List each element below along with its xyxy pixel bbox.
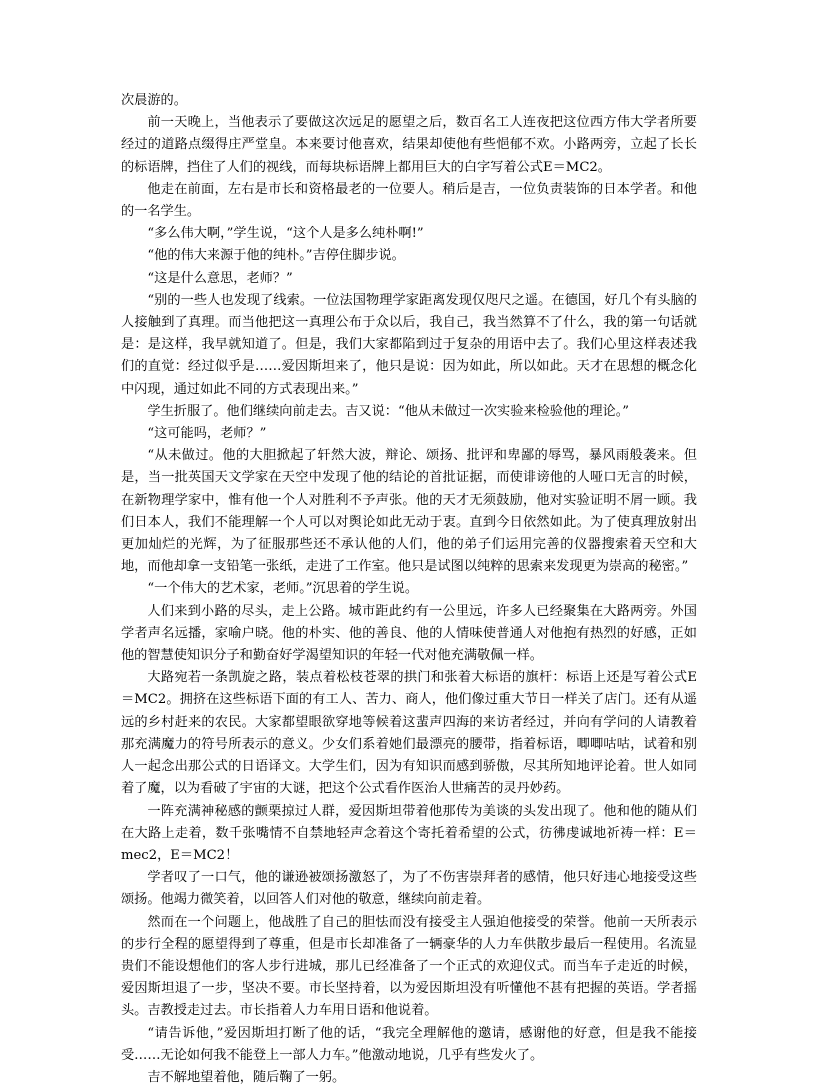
paragraph-17: “请告诉他，”爱因斯坦打断了他的话，“我完全理解他的邀请，感谢他的好意，但是我不能接受……无论如何我不能登上一部人力车。”他激动地说，几乎有些发火了。 <box>121 1025 697 1063</box>
paragraph-8: 学生折服了。他们继续向前走去。吉又说：“他从未做过一次实验来检验他的理论。” <box>147 403 630 419</box>
paragraph-13: 大路宛若一条凯旋之路，装点着松枝苍翠的拱门和张着大标语的旗杆：标语上还是写着公式E＝MC2。拥挤在这些标语下面的有工人、苦力、商人，他们像过重大节日一样关了店门。还有从遥远的乡村赶来的农民。大家都望眼欲穿地等候着这蜚声四海的来访者经过，并向有学问的人请教着那充满魔力的符号所表示的意义。少女们系着她们最漂亮的腰带，指着标语，唧唧咕咕，试着和别人一起念出那公式的日语译文。大学生们，因为有知识而感到骄傲，尽其所知地评论着。世人如同着了魔，以为看破了宇宙的大谜，把这个公式看作医治人世痛苦的灵丹妙药。 <box>121 670 697 797</box>
paragraph-2: 前一天晚上，当他表示了要做这次远足的愿望之后，数百名工人连夜把这位西方伟大学者所要经过的道路点缀得庄严堂皇。本来要讨他喜欢，结果却使他有些悒郁不欢。小路两旁，立起了长长的标语牌，挡住了人们的视线，而每块标语牌上都用巨大的白字写着公式E＝MC2。 <box>121 115 697 175</box>
paragraph-7: “别的一些人也发现了线索。一位法国物理学家距离发现仅咫尺之遥。在德国，好几个有头脑的人接触到了真理。而当他把这一真理公布于众以后，我自己，我当然算不了什么，我的第一句话就是：是这样，我早就知道了。但是，我们大家都陷到过于复杂的用语中去了。我们心里这样表述我们的直觉：经过似乎是……爱因斯坦来了，他只是说：因为如此，所以如此。天才在思想的概念化中闪现，通过如此不同的方式表现出来。” <box>121 292 697 397</box>
paragraph-9: “这可能吗，老师？” <box>147 426 267 442</box>
paragraph-6: “这是什么意思，老师？” <box>147 270 293 286</box>
paragraph-16: 然而在一个问题上，他战胜了自己的胆怯而没有接受主人强迫他接受的荣誉。他前一天所表示的步行全程的愿望得到了尊重，但是市长却准备了一辆豪华的人力车供散步最后一程使用。名流显贵们不能设想他们的客人步行进城，那儿已经准备了一个正式的欢迎仪式。而当车子走近的时候，爱因斯坦退了一步，坚决不要。市长坚持着，以为爱因斯坦没有听懂他不甚有把握的英语。学者摇头。吉教授走过去。市长指着人力车用日语和他说着。 <box>121 914 697 1019</box>
paragraph-1: 次晨游的。 <box>121 93 187 108</box>
document-body <box>121 90 697 1089</box>
paragraph-10: “从未做过。他的大胆掀起了轩然大波，辩论、颂扬、批评和卑鄙的辱骂，暴风雨般袭来。但是，当一批英国天文学家在天空中发现了他的结论的首批证据，而使诽谤他的人哑口无言的时候，在新物理学家中，惟有他一个人对胜利不予声张。他的天才无须鼓励，他对实验证明不屑一顾。我们日本人，我们不能理解一个人可以对舆论如此无动于衷。直到今日依然如此。为了使真理放射出更加灿烂的光辉，为了征服那些还不承认他的人们，他的弟子们运用完善的仪器搜索着天空和大地，而他却拿一支铅笔一张纸，走进了工作室。他只是试图以纯粹的思索来发现更为崇高的秘密。” <box>121 448 697 575</box>
paragraph-15: 学者叹了一口气，他的谦逊被颂扬激怒了，为了不伤害崇拜者的感情，他只好违心地接受这些颂扬。他竭力微笑着，以回答人们对他的敬意，继续向前走着。 <box>121 870 697 908</box>
paragraph-5: “他的伟大来源于他的纯朴。”吉停住脚步说。 <box>147 248 405 264</box>
paragraph-4: “多么伟大啊，”学生说，“这个人是多么纯朴啊!” <box>147 226 424 242</box>
paragraph-11: “一个伟大的艺术家，老师。”沉思着的学生说。 <box>147 581 419 597</box>
paragraph-3: 他走在前面，左右是市长和资格最老的一位要人。稍后是吉，一位负责装饰的日本学者。和他的一名学生。 <box>121 181 697 220</box>
paragraph-12: 人们来到小路的尽头，走上公路。城市距此约有一公里远，许多人已经聚集在大路两旁。外国学者声名远播，家喻户晓。他的朴实、他的善良、他的人情味使普通人对他抱有热烈的好感，正如他的智慧使知识分子和勤奋好学渴望知识的年轻一代对他充满敬佩一样。 <box>121 603 697 664</box>
paragraph-18: 吉不解地望着他，随后鞠了一躬。 <box>147 1069 346 1085</box>
paragraph-14: 一阵充满神秘感的颤栗掠过人群，爱因斯坦带着他那传为美谈的头发出现了。他和他的随从们在大路上走着，数千张嘴情不自禁地轻声念着这个寄托着希望的公式，彷彿虔诚地祈祷一样：E＝mec2，E＝MC2！ <box>121 803 697 863</box>
